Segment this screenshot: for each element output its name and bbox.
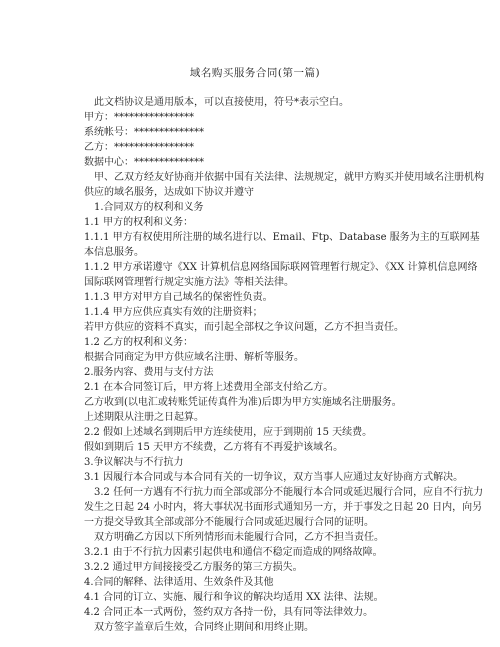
paragraph: 双方签字盖章后生效，合同终止期间和用终止期。 (94, 622, 314, 633)
paragraph: 1.1.3 甲方对甲方自己域名的保密性负责。 (84, 292, 273, 303)
paragraph: 双方明确乙方因以下所列情形而未能履行合同，乙方不担当责任。 (94, 532, 384, 543)
paragraph: 1.1.1 甲方有权使用所注册的域名进行以、Email、Ftp、Database 服务为主的互联网基本信息服务。 (84, 232, 480, 258)
paragraph: 2.1 在本合同签订后，甲方将上述费用全部支付给乙方。 (84, 382, 334, 393)
paragraph: 1.1.2 甲方承诺遵守《XX 计算机信息网络国际联网管理暂行规定》、《XX 计算机信息网络国际联网管理暂行规定实施方法》等相关法律。 (84, 262, 478, 288)
paragraph: 根据合同商定为甲方供应域名注册、解析等服务。 (84, 352, 304, 363)
paragraph: 1.合同双方的权利和义务 (94, 202, 204, 213)
paragraph: 3.2.1 由于不行抗力因素引起供电和通信不稳定而造成的网络故障。 (84, 547, 383, 558)
paragraph: 甲、乙双方经友好协商并依据中国有关法律、法规规定，就甲方购买并使用域名注册机构供应的域名服务，达成如下协议并遵守 (84, 172, 484, 198)
document-title: 域名购买服务合同(第一篇) (189, 67, 321, 79)
paragraph: 乙方收到(以电汇或转账凭证传真件为准)后即为甲方实施域名注册服务。 (84, 397, 402, 408)
paragraph: 1.2 乙方的权利和义务： (84, 337, 194, 348)
paragraph: 3.2 任何一方遇有不行抗力而全部或部分不能履行本合同或延迟履行合同，应自不行抗力发生之日起 24 小时内，将大事状况书面形式通知另一方，并于事发之日起 20 日内，向另一方提交导致其全部或部分不能履行合同或延迟履行合同的证明。 (84, 487, 484, 528)
paragraph: 此文档协议是通用版本，可以直接使用，符号*表示空白。 (94, 97, 349, 108)
paragraph: 4.2 合同正本一式两份，签约双方各持一份，具有同等法律效力。 (84, 607, 374, 618)
paragraph: 2.服务内容、费用与支付方法 (84, 367, 214, 378)
paragraph: 3.1 因履行本合同或与本合同有关的一切争议，双方当事人应通过友好协商方式解决。 (84, 472, 464, 483)
paragraph: 系统帐号：************** (84, 127, 204, 138)
paragraph: 上述期限从注册之日起算。 (84, 412, 204, 423)
paragraph: 3.争议解决与不行抗力 (84, 457, 184, 468)
paragraph: 1.1.4 甲方应供应真实有效的注册资料； (84, 307, 263, 318)
paragraph: 甲方：**************** (84, 112, 194, 123)
document-body (84, 95, 486, 635)
paragraph: 4.1 合同的订立、实施、履行和争议的解决均适用 XX 法律、法规。 (84, 592, 384, 603)
paragraph: 若甲方供应的资料不真实，而引起全部权之争议问题，乙方不担当责任。 (84, 322, 404, 333)
paragraph: 数据中心：************** (84, 157, 204, 168)
paragraph: 1.1 甲方的权利和义务： (84, 217, 194, 228)
paragraph: 乙方：**************** (84, 142, 194, 153)
paragraph: 4.合同的解释、法律适用、生效条件及其他 (84, 577, 274, 588)
paragraph: 假如到期后 15 天甲方不续费，乙方将有不再爱护该域名。 (84, 442, 344, 453)
paragraph: 3.2.2 通过甲方间接接受乙方服务的第三方损失。 (84, 562, 303, 573)
paragraph: 2.2 假如上述域名到期后甲方连续使用，应于到期前 15 天续费。 (84, 427, 373, 438)
